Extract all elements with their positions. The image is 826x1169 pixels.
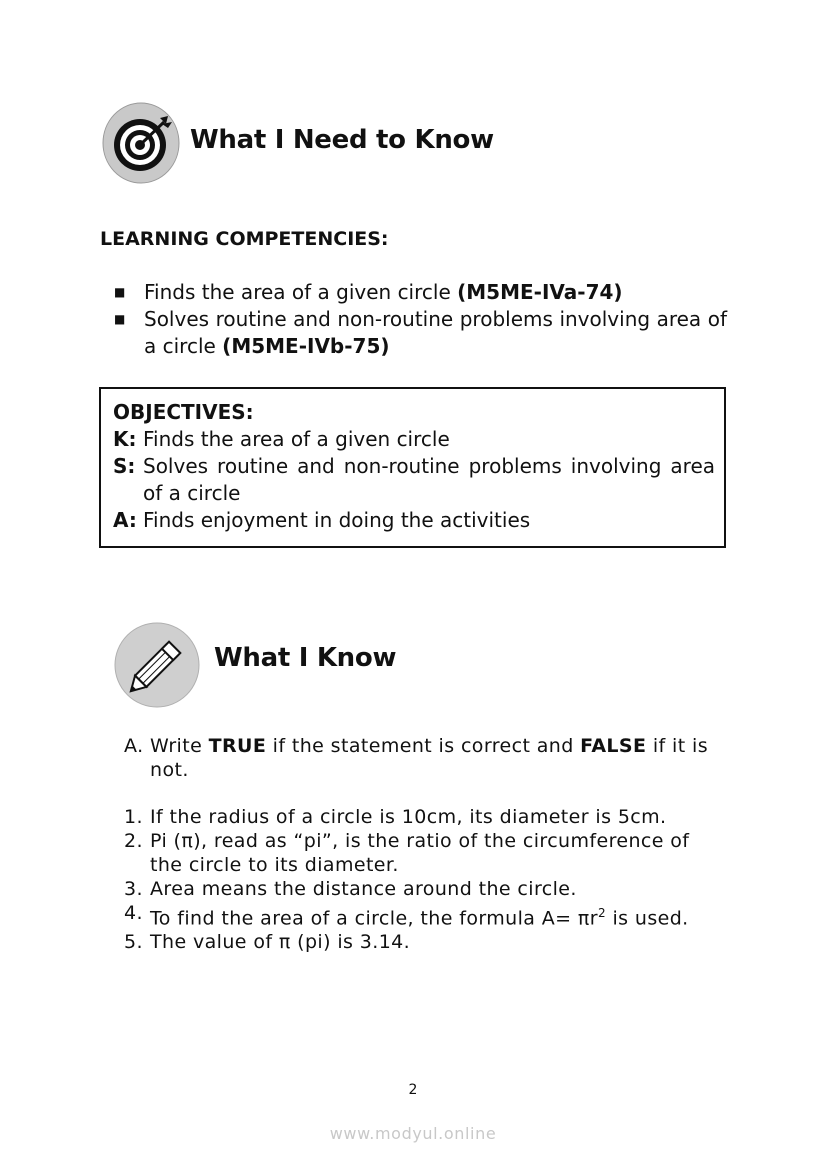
square-bullet-icon: ■ [114, 312, 126, 326]
list-item: ■ Finds the area of a given circle (M5ME-IVa-74) [114, 280, 623, 304]
list-item: 3. Area means the distance around the circle. [124, 878, 577, 900]
objectives-box [99, 387, 726, 548]
pencil-icon [114, 622, 200, 708]
objective-attitude: A: Finds enjoyment in doing the activities [113, 508, 531, 532]
section-title-what-i-need-to-know: What I Need to Know [190, 125, 494, 155]
list-item: 4. To find the area of a circle, the formula $A= \pi r^2$ is used. [124, 902, 689, 930]
list-item: 2. Pi (π), read as “pi”, is the ratio of the circumference of the circle to its diameter. [124, 830, 690, 876]
section-title-what-i-know: What I Know [214, 643, 397, 673]
list-item: ■ Solves routine and non-routine problems involving area of a circle (M5ME-IVb-75) [114, 307, 727, 358]
instruction-paragraph: A. Write TRUE if the statement is correct and FALSE if it is not. [124, 735, 708, 781]
objectives-heading: OBJECTIVES: [113, 400, 254, 424]
learning-competencies-heading: LEARNING COMPETENCIES: [100, 228, 389, 250]
objective-skill: S: Solves routine and non-routine problems involving area of a circle [113, 454, 715, 505]
list-item: 5. The value of π (pi) is 3.14. [124, 931, 411, 954]
page-number: 2 [408, 1082, 418, 1098]
list-item: 1. If the radius of a circle is 10cm, its diameter is 5cm. [124, 806, 667, 828]
square-bullet-icon: ■ [114, 285, 126, 299]
competencies-list [114, 279, 727, 360]
statements-list [124, 805, 724, 954]
watermark: www.modyul.online [329, 1124, 497, 1143]
objective-knowledge: K: Finds the area of a given circle [113, 427, 450, 451]
target-icon [102, 102, 180, 184]
